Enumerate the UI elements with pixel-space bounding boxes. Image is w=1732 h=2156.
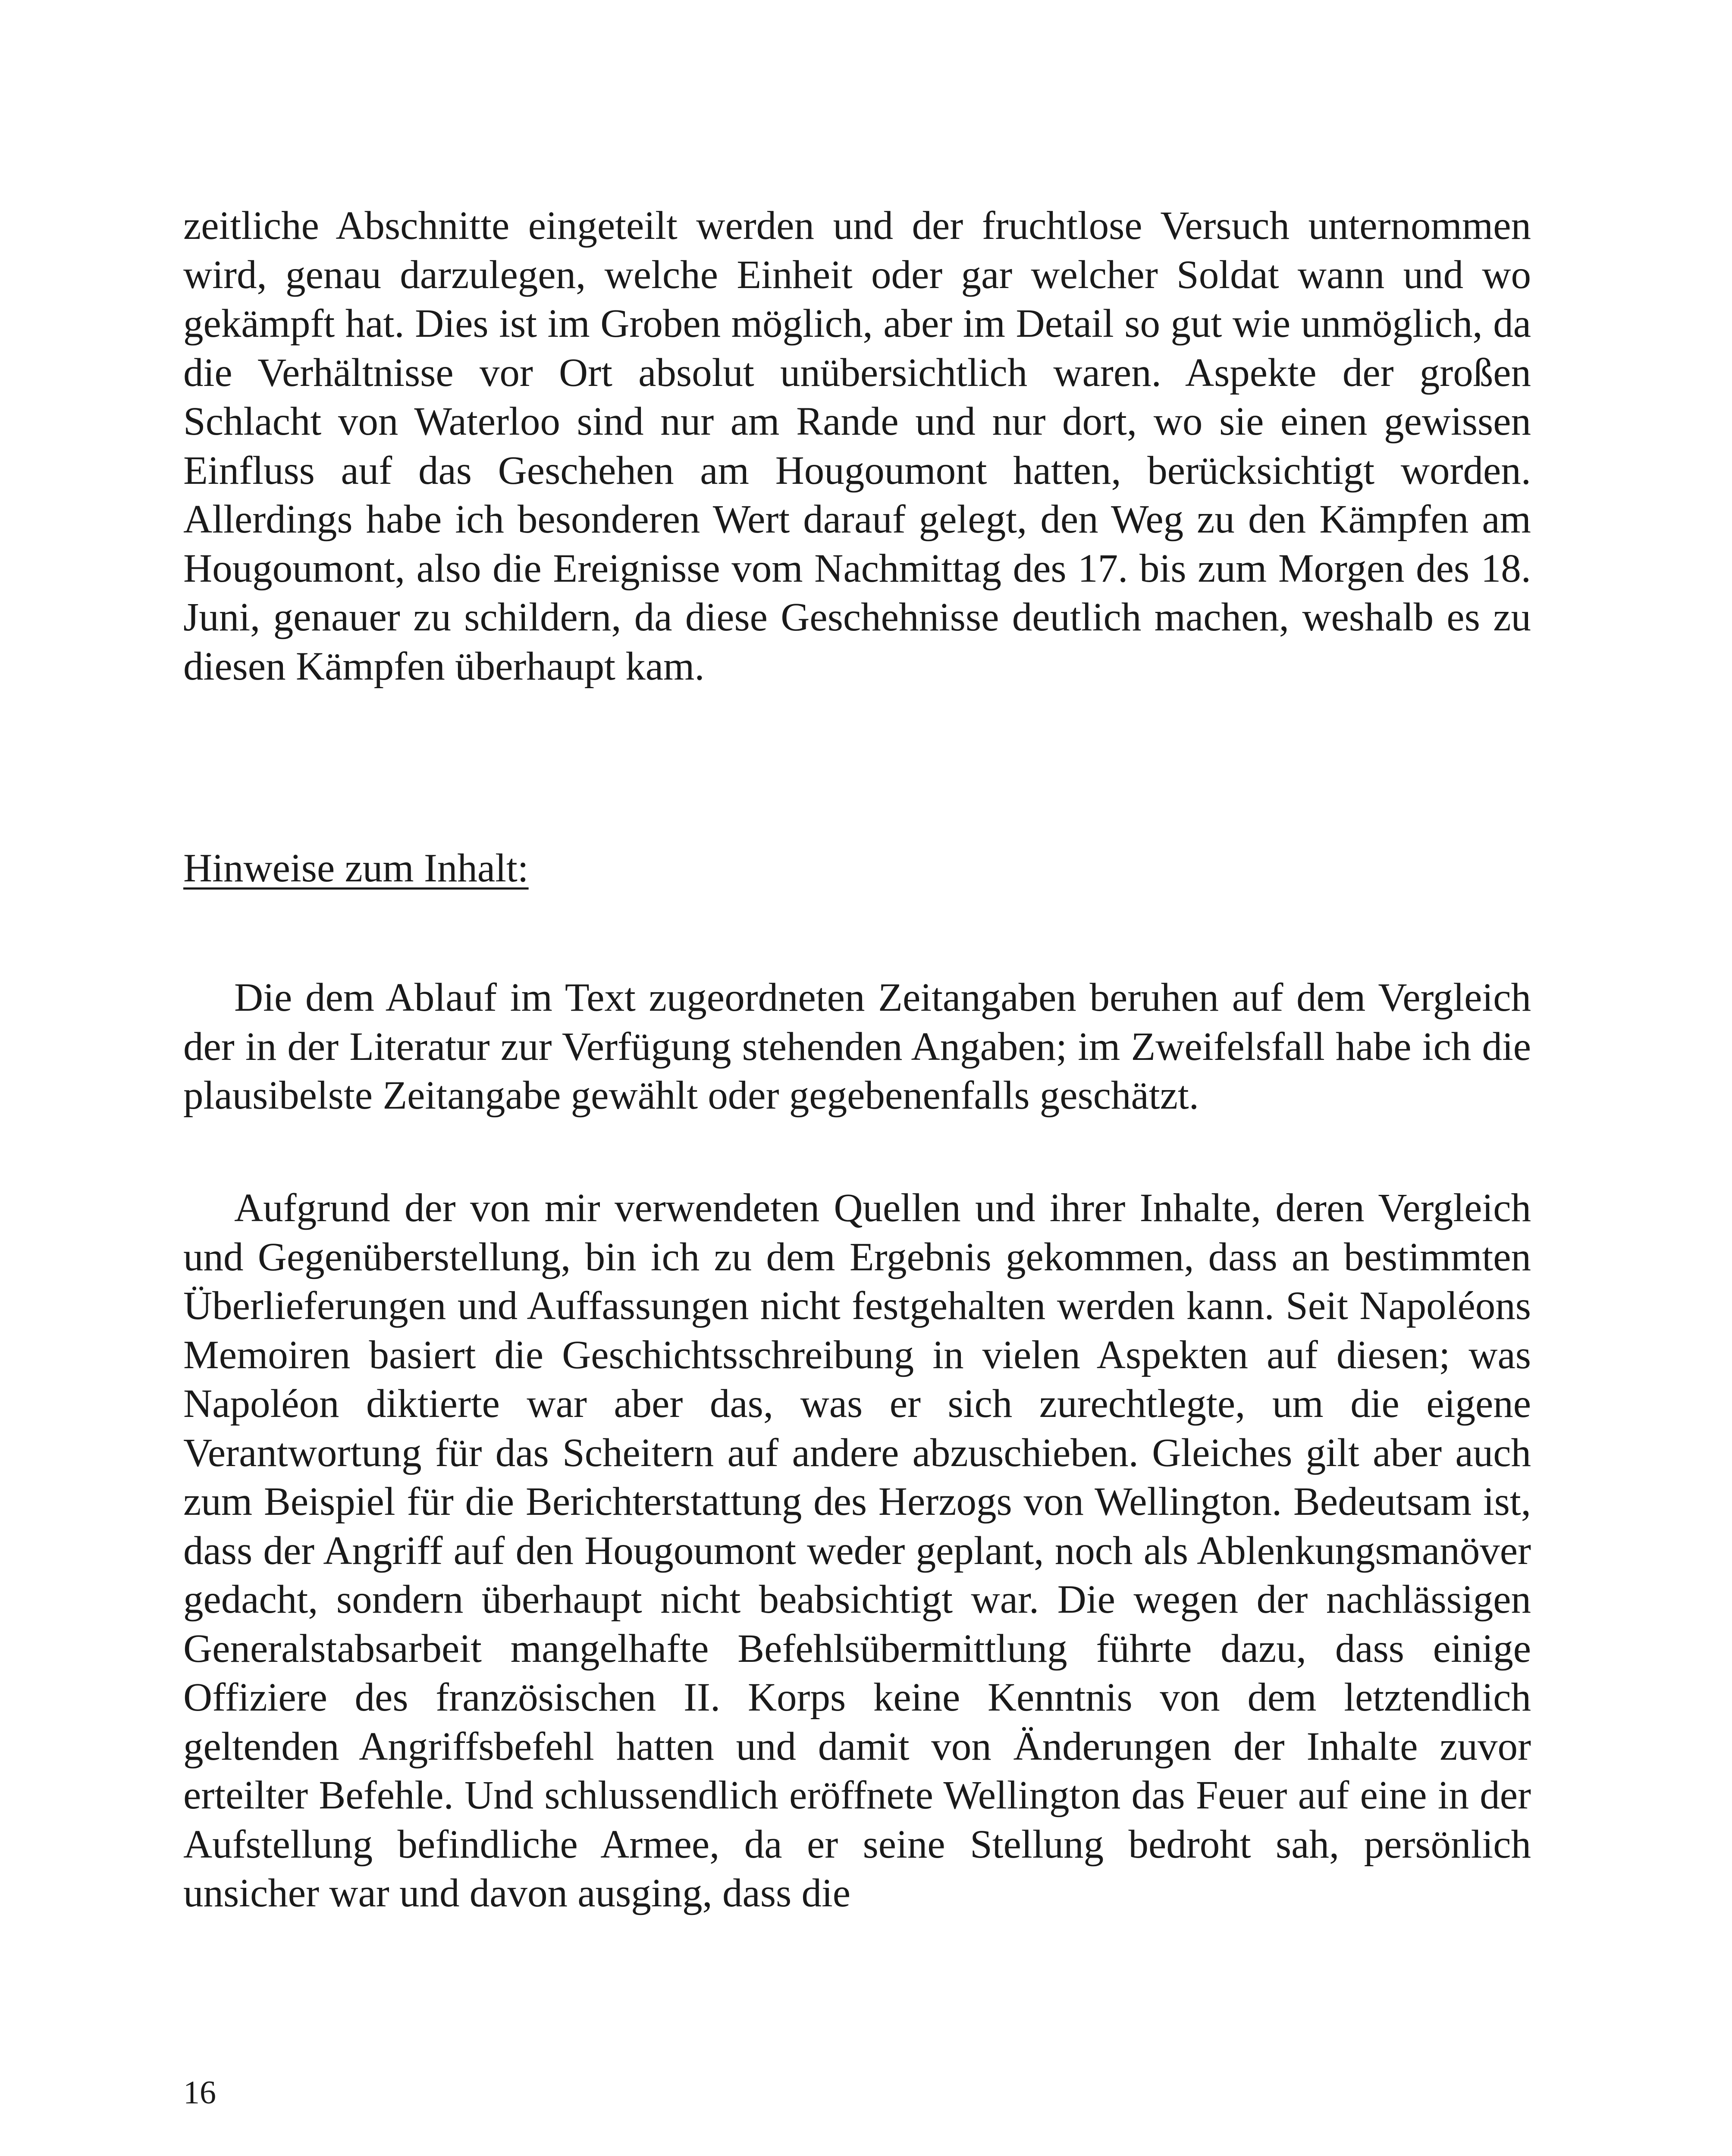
section-heading: Hinweise zum Inhalt: [183, 846, 529, 890]
body-paragraph-zeitangaben: Die dem Ablauf im Text zugeordneten Zeitangaben beruhen auf dem Vergleich der in der Literatur zur Verfügung stehenden Angaben; im Zweifelsfall habe ich die plausibelste Zeitangabe gewählt oder gegebenenfalls geschätzt. [183, 975, 1531, 1118]
body-paragraph-intro-continuation: zeitliche Abschnitte eingeteilt werden und der fruchtlose Versuch unternommen wird, genau darzulegen, welche Einheit oder gar welcher Soldat wann und wo gekämpft hat. Dies ist im Groben möglich, aber im Detail so gut wie unmöglich, da die Verhältnisse vor Ort absolut unübersichtlich waren. Aspekte der großen Schlacht von Waterloo sind nur am Rande und nur dort, wo sie einen gewissen Einfluss auf das Geschehen am Hougoumont hatten, berücksichtigt worden. Allerdings habe ich besonderen Wert darauf gelegt, den Weg zu den Kämpfen am Hougoumont, also die Ereignisse vom Nachmittag des 17. bis zum Morgen des 18. Juni, genauer zu schildern, da diese Geschehnisse deutlich machen, weshalb es zu diesen Kämpfen überhaupt kam. [183, 204, 1531, 689]
body-paragraph-quellen: Aufgrund der von mir verwendeten Quellen und ihrer Inhalte, deren Vergleich und Gegenüberstellung, bin ich zu dem Ergebnis gekommen, dass an bestimmten Überlieferungen und Auffassungen nicht festgehalten werden kann. Seit Napoléons Memoiren basiert die Geschichtsschreibung in vielen Aspekten auf diesen; was Napoléon diktierte war aber das, was er sich zurechtlegte, um die eigene Verantwortung für das Scheitern auf andere abzuschieben. Gleiches gilt aber auch zum Beispiel für die Berichterstattung des Herzogs von Wellington. Bedeutsam ist, dass der Angriff auf den Hougoumont weder geplant, noch als Ablenkungsmanöver gedacht, sondern überhaupt nicht beabsichtigt war. Die wegen der nachlässigen Generalstabsarbeit mangelhafte Befehlsübermittlung führte dazu, dass einige Offiziere des französischen II. Korps keine Kenntnis von dem letztendlich geltenden Angriffsbefehl hatten und damit von Änderungen der Inhalte zuvor erteilter Befehle. Und schlussendlich eröffnete Wellington das Feuer auf eine in der Aufstellung befindliche Armee, da er seine Stellung bedroht sah, persönlich unsicher war und davon ausging, dass die [183, 1186, 1531, 1915]
page-number: 16 [183, 2075, 216, 2111]
